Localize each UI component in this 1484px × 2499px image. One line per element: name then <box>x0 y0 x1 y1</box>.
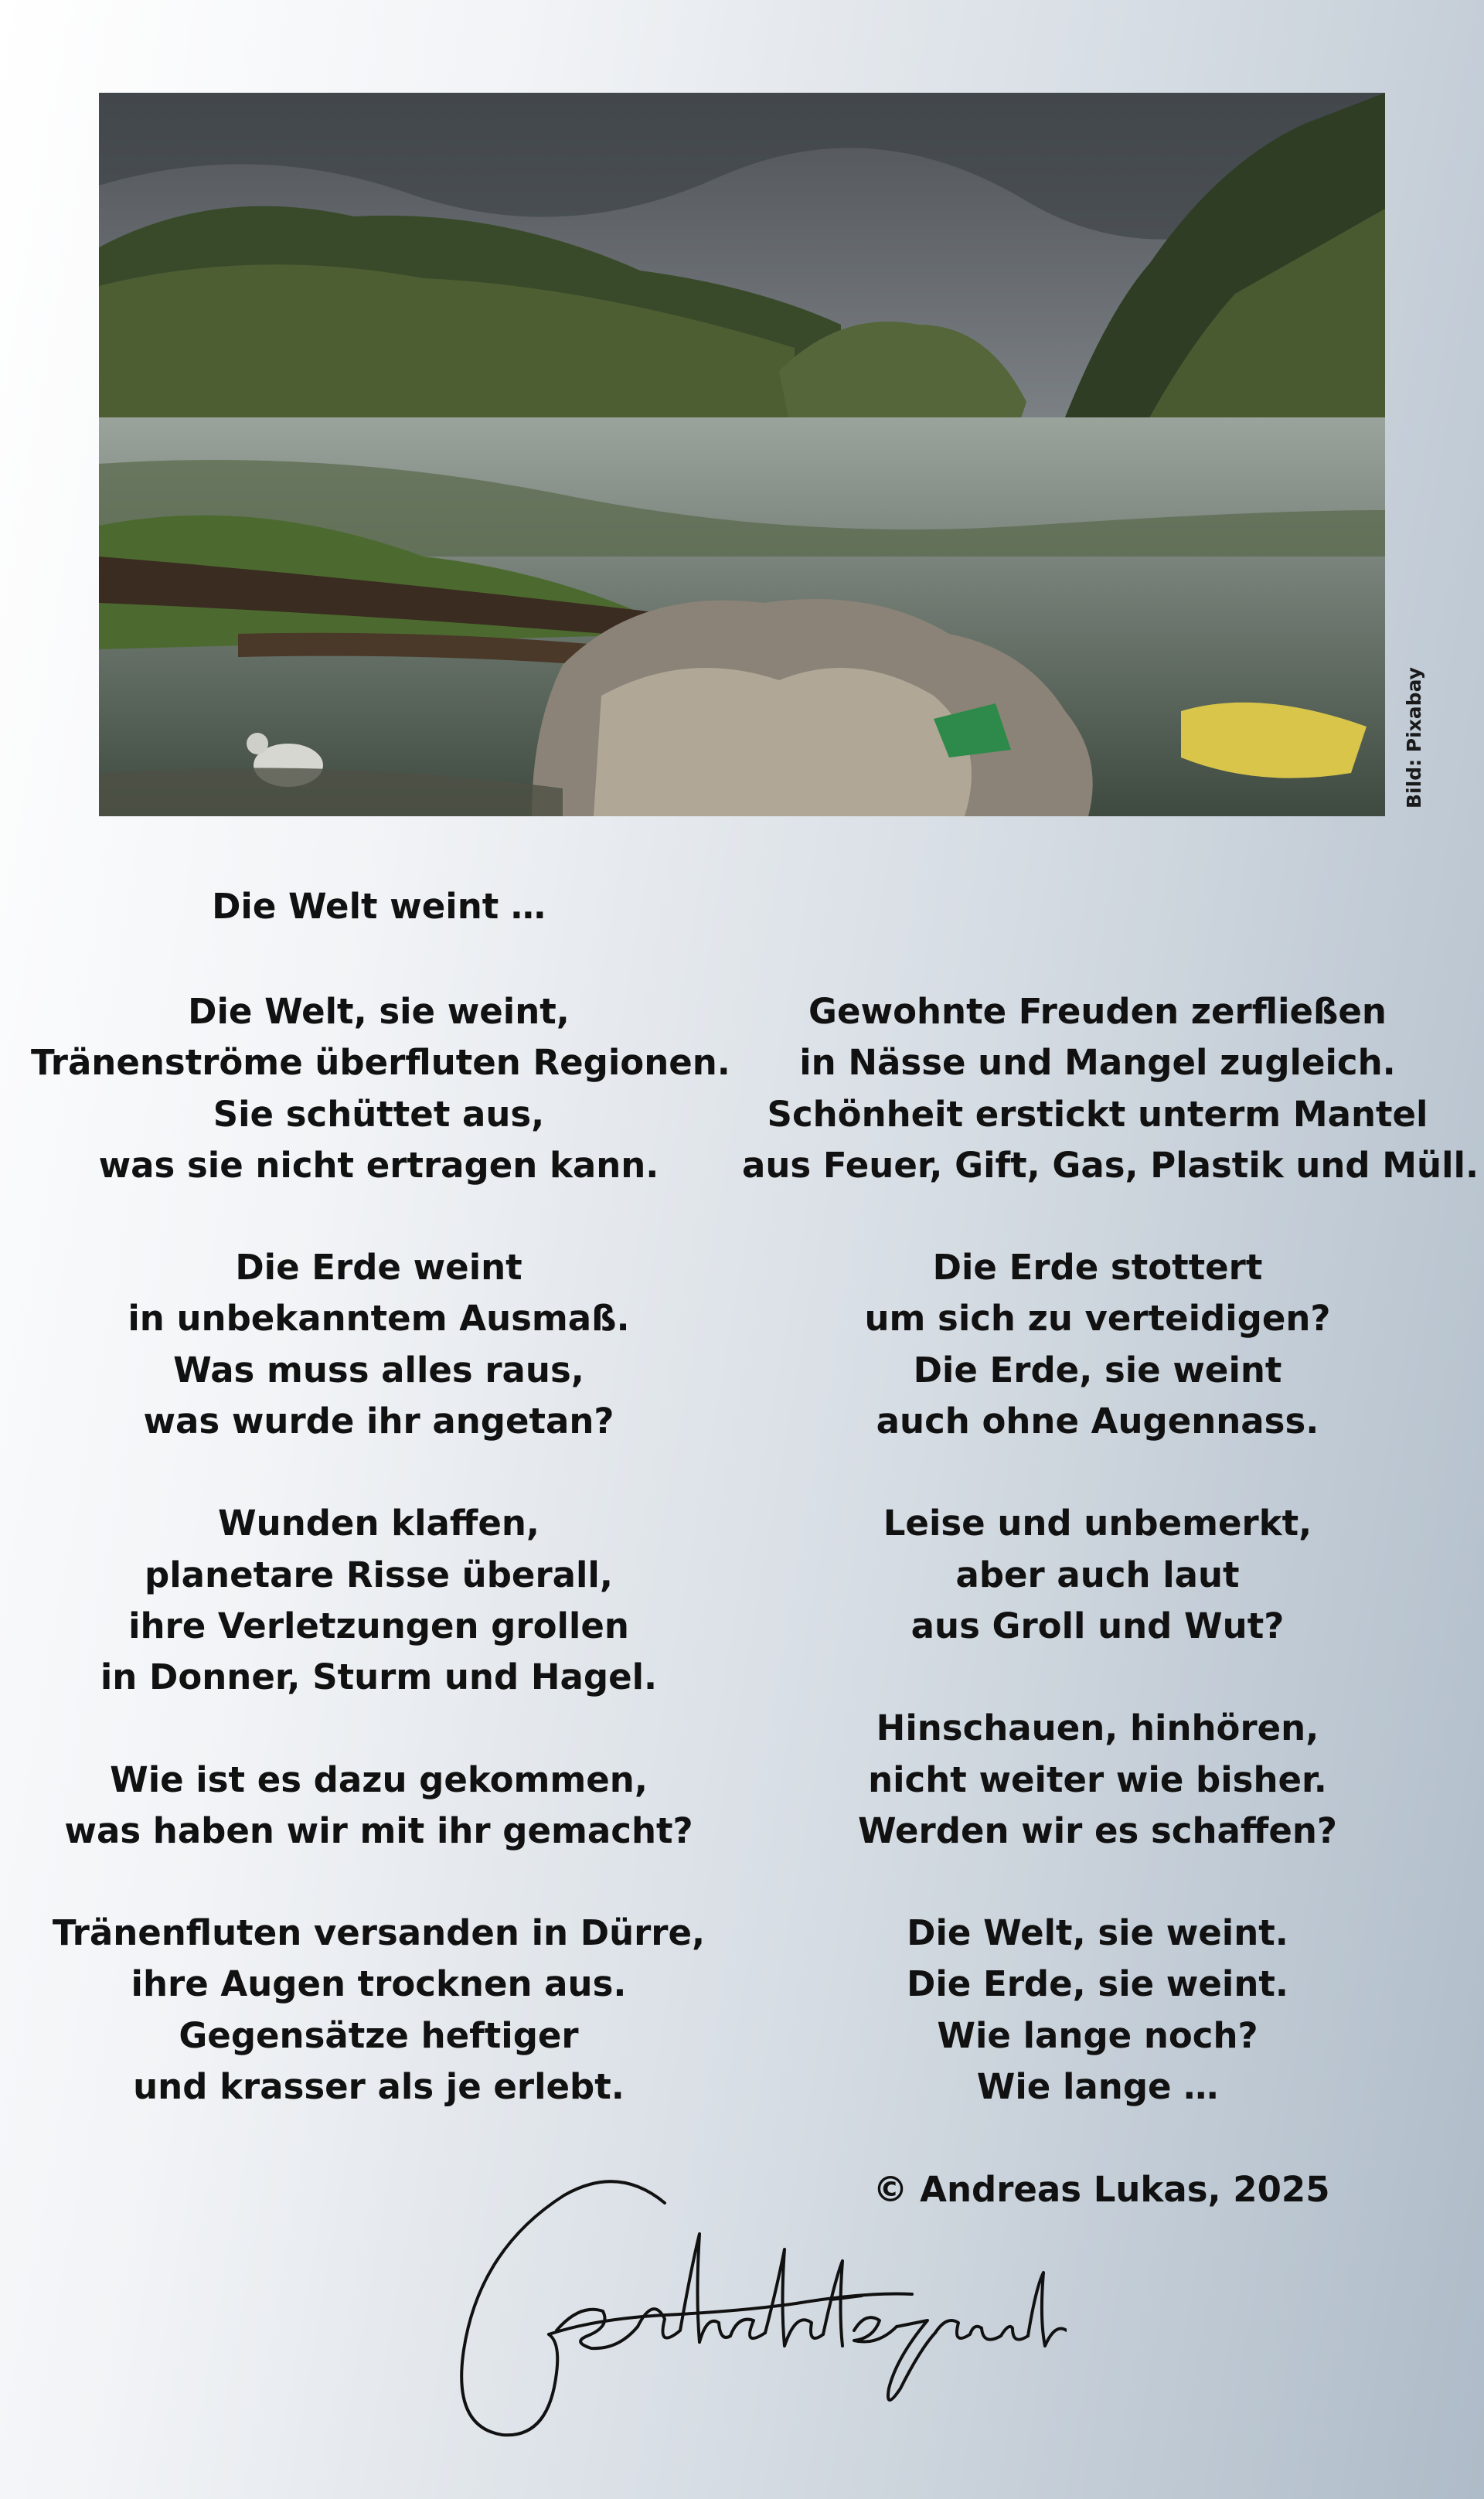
stanza <box>31 1242 727 1447</box>
poem-line: aus Groll und Wut? <box>910 1605 1285 1646</box>
poem-line: Wie lange … <box>976 2066 1219 2108</box>
poem-title: Die Welt weint … <box>212 886 546 927</box>
poem-line: was wurde ihr angetan? <box>143 1401 614 1442</box>
poem-line: Die Welt, sie weint. <box>907 1912 1288 1954</box>
stanza <box>742 1242 1453 1447</box>
poem-line: Leise und unbemerkt, <box>883 1503 1312 1544</box>
poem-line: was sie nicht ertragen kann. <box>98 1144 659 1186</box>
stanza <box>742 1498 1453 1652</box>
poem-line: was haben wir mit ihr gemacht? <box>64 1810 693 1851</box>
poem-column-left <box>31 986 730 2164</box>
poem-line: Die Erde stottert <box>932 1247 1263 1289</box>
poem-line: Wie lange noch? <box>937 2014 1258 2056</box>
poem-line: Was muss alles raus, <box>173 1349 584 1391</box>
poem-line: Schönheit erstickt unterm Mantel <box>767 1093 1428 1135</box>
poem-line: Wie ist es dazu gekommen, <box>110 1758 648 1800</box>
poem-line: aus Feuer, Gift, Gas, Plastik und Müll. <box>742 1144 1479 1186</box>
poem-line: in Donner, Sturm und Hagel. <box>100 1656 658 1698</box>
poem-line: Die Welt, sie weint, <box>188 991 570 1032</box>
stanza <box>31 1755 727 1857</box>
poem-column-right <box>742 986 1479 2164</box>
poem-line: aber auch laut <box>955 1554 1240 1595</box>
poem-line: Sie schüttet aus, <box>213 1093 545 1135</box>
poem-line: Die Erde, sie weint <box>913 1349 1282 1391</box>
landscape-illustration <box>99 93 1385 816</box>
poem-line: Werden wir es schaffen? <box>858 1810 1337 1851</box>
stanza <box>742 986 1479 1191</box>
poem-line: in unbekanntem Ausmaß. <box>128 1298 630 1340</box>
poem-line: Gegensätze heftiger <box>179 2014 579 2056</box>
poem-line: um sich zu verteidigen? <box>864 1298 1331 1340</box>
stanza <box>31 986 730 1191</box>
gedichtezauber-signature-logo <box>433 2157 1067 2450</box>
copyright-notice: © Andreas Lukas, 2025 <box>873 2169 1330 2210</box>
poem-line: Tränenströme überfluten Regionen. <box>31 1042 730 1084</box>
poem-line: Hinschauen, hinhören, <box>876 1707 1319 1749</box>
poem-line: Tränenfluten versanden in Dürre, <box>52 1912 706 1954</box>
poem-line: Wunden klaffen, <box>218 1503 539 1544</box>
poem-line: und krasser als je erlebt. <box>133 2066 625 2108</box>
poem-line: nicht weiter wie bisher. <box>868 1758 1327 1800</box>
signature-script-icon <box>433 2157 1067 2450</box>
stanza <box>742 1908 1453 2113</box>
image-credit: Bild: Pixabay <box>1403 667 1425 809</box>
poem-line: ihre Augen trocknen aus. <box>131 1963 627 2005</box>
poem-line: auch ohne Augennass. <box>876 1401 1319 1442</box>
poem-line: ihre Verletzungen grollen <box>128 1605 629 1646</box>
header-photo-polluted-lake <box>99 93 1385 816</box>
poem-line: in Nässe und Mangel zugleich. <box>799 1042 1396 1084</box>
poem-line: Gewohnte Freuden zerfließen <box>808 991 1387 1032</box>
stanza <box>742 1703 1453 1857</box>
poem-line: Die Erde weint <box>235 1247 522 1289</box>
poem-line: planetare Risse überall, <box>145 1554 613 1595</box>
poem-line: Die Erde, sie weint. <box>907 1963 1288 2005</box>
stanza <box>31 1908 727 2113</box>
stanza <box>31 1498 727 1703</box>
